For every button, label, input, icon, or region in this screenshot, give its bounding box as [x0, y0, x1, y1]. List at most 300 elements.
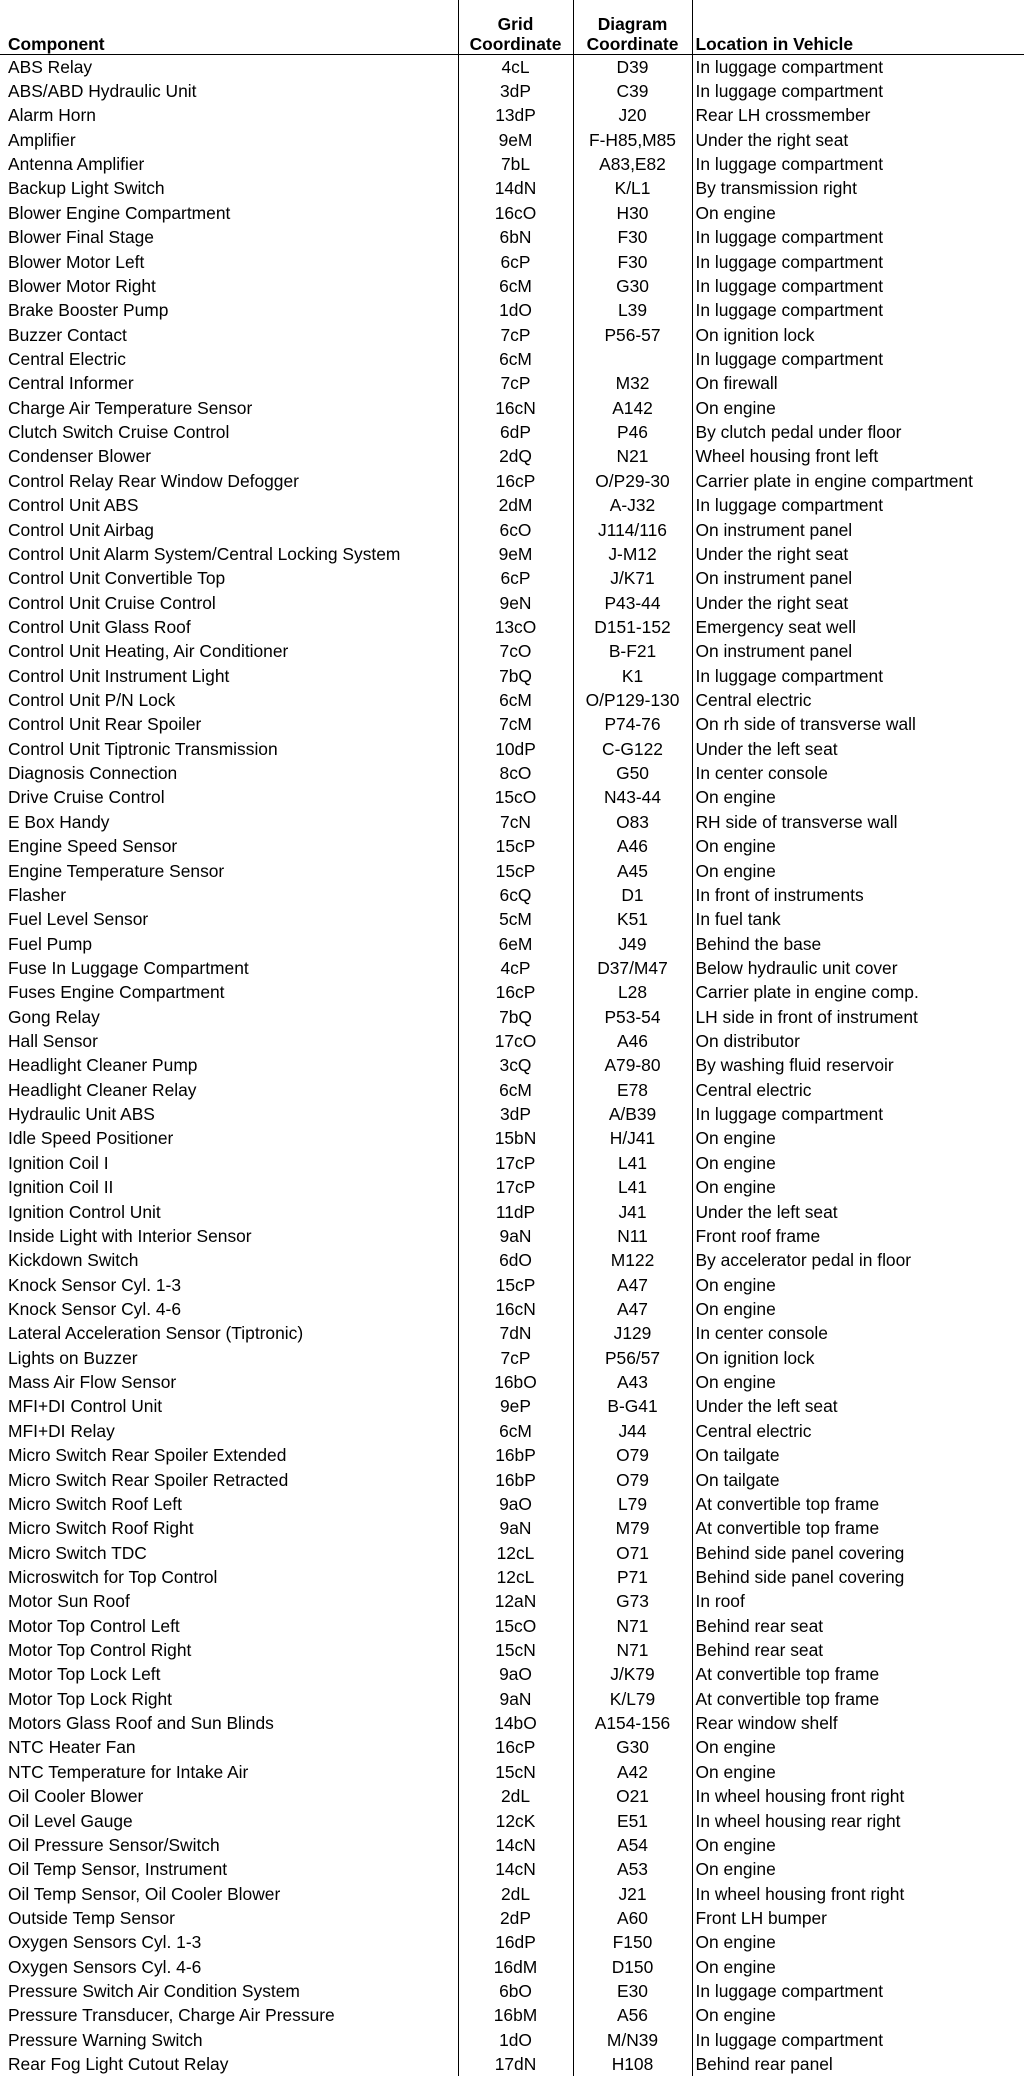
- location-cell: On engine: [692, 1955, 1024, 1979]
- table-row: [0, 639, 1024, 663]
- grid-coordinate-cell: 7bQ: [458, 663, 573, 687]
- table-row: [0, 1711, 1024, 1735]
- table-row: [0, 274, 1024, 298]
- component-cell: ABS/ABD Hydraulic Unit: [8, 81, 197, 102]
- location-cell: Under the left seat: [692, 1199, 1024, 1223]
- grid-coordinate-cell: 5cM: [458, 907, 573, 931]
- grid-coordinate-cell: 15cO: [458, 785, 573, 809]
- component-cell: Amplifier: [8, 129, 76, 150]
- grid-coordinate-cell: 6dO: [458, 1248, 573, 1272]
- diagram-coordinate-cell: C-G122: [573, 737, 692, 761]
- component-cell: Rear Fog Light Cutout Relay: [8, 2054, 229, 2075]
- grid-coordinate-cell: 6cM: [458, 1078, 573, 1102]
- table-row: [0, 1394, 1024, 1418]
- header-diagram-line1: Diagram: [597, 13, 668, 34]
- component-cell: Engine Temperature Sensor: [8, 860, 225, 881]
- diagram-coordinate-cell: A53: [573, 1857, 692, 1881]
- grid-coordinate-cell: 15cO: [458, 1614, 573, 1638]
- diagram-coordinate-cell: M/N39: [573, 2028, 692, 2052]
- location-cell: In luggage compartment: [692, 225, 1024, 249]
- table-row: [0, 1175, 1024, 1199]
- component-cell: Central Electric: [8, 348, 126, 369]
- location-cell: By clutch pedal under floor: [692, 420, 1024, 444]
- table-row: [0, 1833, 1024, 1857]
- grid-coordinate-cell: 6bN: [458, 225, 573, 249]
- component-cell: Lights on Buzzer: [8, 1347, 138, 1368]
- diagram-coordinate-cell: P43-44: [573, 590, 692, 614]
- table-row: [0, 1540, 1024, 1564]
- location-cell: Front LH bumper: [692, 1906, 1024, 1930]
- component-cell: Motor Top Control Left: [8, 1615, 180, 1636]
- grid-coordinate-cell: 2dM: [458, 493, 573, 517]
- component-cell: Ignition Control Unit: [8, 1201, 161, 1222]
- table-row: [0, 761, 1024, 785]
- location-cell: In roof: [692, 1589, 1024, 1613]
- diagram-coordinate-cell: A/B39: [573, 1102, 692, 1126]
- location-cell: On engine: [692, 1272, 1024, 1296]
- table-row: [0, 444, 1024, 468]
- component-cell: Knock Sensor Cyl. 1-3: [8, 1274, 182, 1295]
- component-cell: Micro Switch Roof Right: [8, 1518, 194, 1539]
- diagram-coordinate-cell: O/P29-30: [573, 469, 692, 493]
- location-cell: On engine: [692, 2003, 1024, 2027]
- location-cell: On instrument panel: [692, 517, 1024, 541]
- diagram-coordinate-cell: A47: [573, 1272, 692, 1296]
- diagram-coordinate-cell: J/K71: [573, 566, 692, 590]
- grid-coordinate-cell: 4cL: [458, 54, 573, 79]
- grid-coordinate-cell: 15cN: [458, 1638, 573, 1662]
- location-cell: On engine: [692, 1833, 1024, 1857]
- component-cell: Blower Motor Right: [8, 275, 156, 296]
- location-cell: At convertible top frame: [692, 1516, 1024, 1540]
- table-row: [0, 1735, 1024, 1759]
- location-cell: In center console: [692, 761, 1024, 785]
- grid-coordinate-cell: 16cP: [458, 1735, 573, 1759]
- component-cell: Blower Motor Left: [8, 251, 145, 272]
- diagram-coordinate-cell: B-F21: [573, 639, 692, 663]
- component-cell: Drive Cruise Control: [8, 787, 165, 808]
- component-cell: ABS Relay: [8, 56, 93, 77]
- location-cell: On distributor: [692, 1029, 1024, 1053]
- diagram-coordinate-cell: A46: [573, 1029, 692, 1053]
- component-cell: Blower Final Stage: [8, 227, 154, 248]
- diagram-coordinate-cell: J49: [573, 931, 692, 955]
- location-cell: Under the right seat: [692, 128, 1024, 152]
- diagram-coordinate-cell: M79: [573, 1516, 692, 1540]
- table-row: [0, 785, 1024, 809]
- table-row: [0, 1467, 1024, 1491]
- grid-coordinate-cell: 14bO: [458, 1711, 573, 1735]
- diagram-coordinate-cell: A154-156: [573, 1711, 692, 1735]
- location-cell: On instrument panel: [692, 566, 1024, 590]
- location-cell: On engine: [692, 1370, 1024, 1394]
- diagram-coordinate-cell: L28: [573, 980, 692, 1004]
- table-row: [0, 469, 1024, 493]
- diagram-coordinate-cell: O71: [573, 1540, 692, 1564]
- location-cell: By washing fluid reservoir: [692, 1053, 1024, 1077]
- location-cell: Central electric: [692, 688, 1024, 712]
- diagram-coordinate-cell: J129: [573, 1321, 692, 1345]
- diagram-coordinate-cell: J114/116: [573, 517, 692, 541]
- grid-coordinate-cell: 9eM: [458, 542, 573, 566]
- table-row: [0, 1126, 1024, 1150]
- table-row: [0, 1881, 1024, 1905]
- table-row: [0, 858, 1024, 882]
- grid-coordinate-cell: 9aN: [458, 1687, 573, 1711]
- location-cell: In luggage compartment: [692, 1979, 1024, 2003]
- location-cell: Emergency seat well: [692, 615, 1024, 639]
- grid-coordinate-cell: 14cN: [458, 1857, 573, 1881]
- component-cell: Charge Air Temperature Sensor: [8, 397, 253, 418]
- diagram-coordinate-cell: N71: [573, 1638, 692, 1662]
- location-cell: On tailgate: [692, 1443, 1024, 1467]
- diagram-coordinate-cell: A45: [573, 858, 692, 882]
- header-grid-coordinate: [458, 0, 573, 54]
- diagram-coordinate-cell: K51: [573, 907, 692, 931]
- component-cell: Backup Light Switch: [8, 178, 165, 199]
- diagram-coordinate-cell: D151-152: [573, 615, 692, 639]
- location-cell: On engine: [692, 1735, 1024, 1759]
- component-cell: Idle Speed Positioner: [8, 1128, 174, 1149]
- component-cell: Fuses Engine Compartment: [8, 982, 225, 1003]
- location-cell: Rear LH crossmember: [692, 103, 1024, 127]
- table-row: [0, 1272, 1024, 1296]
- component-cell: Micro Switch Rear Spoiler Retracted: [8, 1469, 289, 1490]
- table-row: [0, 201, 1024, 225]
- diagram-coordinate-cell: L79: [573, 1492, 692, 1516]
- table-row: [0, 1565, 1024, 1589]
- table-row: [0, 1151, 1024, 1175]
- diagram-coordinate-cell: O79: [573, 1443, 692, 1467]
- component-cell: Control Unit Glass Roof: [8, 616, 191, 637]
- grid-coordinate-cell: 2dL: [458, 1881, 573, 1905]
- location-cell: Carrier plate in engine comp.: [692, 980, 1024, 1004]
- component-cell: Oil Temp Sensor, Oil Cooler Blower: [8, 1883, 281, 1904]
- table-row: [0, 810, 1024, 834]
- location-cell: Behind rear seat: [692, 1614, 1024, 1638]
- grid-coordinate-cell: 13dP: [458, 103, 573, 127]
- table-row: [0, 1248, 1024, 1272]
- diagram-coordinate-cell: G30: [573, 1735, 692, 1759]
- grid-coordinate-cell: 7bL: [458, 152, 573, 176]
- location-cell: In luggage compartment: [692, 1102, 1024, 1126]
- table-row: [0, 980, 1024, 1004]
- location-cell: At convertible top frame: [692, 1687, 1024, 1711]
- table-row: [0, 298, 1024, 322]
- component-cell: Control Unit Instrument Light: [8, 665, 230, 686]
- diagram-coordinate-cell: H/J41: [573, 1126, 692, 1150]
- location-cell: On instrument panel: [692, 639, 1024, 663]
- location-cell: Below hydraulic unit cover: [692, 956, 1024, 980]
- location-cell: In luggage compartment: [692, 663, 1024, 687]
- location-cell: On engine: [692, 1175, 1024, 1199]
- grid-coordinate-cell: 16bO: [458, 1370, 573, 1394]
- location-cell: In center console: [692, 1321, 1024, 1345]
- location-cell: Behind rear panel: [692, 2052, 1024, 2076]
- table-row: [0, 615, 1024, 639]
- table-row: [0, 566, 1024, 590]
- location-cell: In luggage compartment: [692, 54, 1024, 79]
- grid-coordinate-cell: 16bM: [458, 2003, 573, 2027]
- diagram-coordinate-cell: L41: [573, 1175, 692, 1199]
- component-cell: Clutch Switch Cruise Control: [8, 422, 230, 443]
- grid-coordinate-cell: 17cP: [458, 1175, 573, 1199]
- location-cell: On ignition lock: [692, 1346, 1024, 1370]
- diagram-coordinate-cell: J/K79: [573, 1662, 692, 1686]
- table-row: [0, 2003, 1024, 2027]
- component-cell: Oxygen Sensors Cyl. 4-6: [8, 1956, 202, 1977]
- diagram-coordinate-cell: A56: [573, 2003, 692, 2027]
- location-cell: In wheel housing front right: [692, 1881, 1024, 1905]
- grid-coordinate-cell: 16dM: [458, 1955, 573, 1979]
- component-cell: Flasher: [8, 884, 66, 905]
- location-cell: By transmission right: [692, 176, 1024, 200]
- table-row: [0, 103, 1024, 127]
- location-cell: RH side of transverse wall: [692, 810, 1024, 834]
- diagram-coordinate-cell: J44: [573, 1419, 692, 1443]
- location-cell: In luggage compartment: [692, 249, 1024, 273]
- component-cell: Oil Level Gauge: [8, 1810, 133, 1831]
- grid-coordinate-cell: 16bP: [458, 1443, 573, 1467]
- table-row: [0, 420, 1024, 444]
- table-row: [0, 1638, 1024, 1662]
- table-row: [0, 371, 1024, 395]
- component-cell: Micro Switch Rear Spoiler Extended: [8, 1445, 287, 1466]
- location-cell: On engine: [692, 1930, 1024, 1954]
- header-location: Location in Vehicle: [692, 0, 1024, 54]
- diagram-coordinate-cell: F-H85,M85: [573, 128, 692, 152]
- location-cell: At convertible top frame: [692, 1662, 1024, 1686]
- diagram-coordinate-cell: D150: [573, 1955, 692, 1979]
- component-cell: NTC Temperature for Intake Air: [8, 1761, 249, 1782]
- location-cell: Carrier plate in engine compartment: [692, 469, 1024, 493]
- table-row: [0, 1102, 1024, 1126]
- table-row: [0, 883, 1024, 907]
- grid-coordinate-cell: 12cL: [458, 1540, 573, 1564]
- grid-coordinate-cell: 4cP: [458, 956, 573, 980]
- table-row: [0, 542, 1024, 566]
- grid-coordinate-cell: 15cP: [458, 1272, 573, 1296]
- grid-coordinate-cell: 9eN: [458, 590, 573, 614]
- grid-coordinate-cell: 6cM: [458, 347, 573, 371]
- diagram-coordinate-cell: A-J32: [573, 493, 692, 517]
- grid-coordinate-cell: 7cP: [458, 371, 573, 395]
- grid-coordinate-cell: 10dP: [458, 737, 573, 761]
- location-cell: In fuel tank: [692, 907, 1024, 931]
- table-row: [0, 1614, 1024, 1638]
- component-cell: Control Unit Airbag: [8, 519, 154, 540]
- diagram-coordinate-cell: P56/57: [573, 1346, 692, 1370]
- location-cell: In luggage compartment: [692, 2028, 1024, 2052]
- table-row: [0, 1078, 1024, 1102]
- component-cell: Oil Cooler Blower: [8, 1786, 144, 1807]
- location-cell: On rh side of transverse wall: [692, 712, 1024, 736]
- location-cell: In luggage compartment: [692, 274, 1024, 298]
- diagram-coordinate-cell: N43-44: [573, 785, 692, 809]
- location-cell: On engine: [692, 1760, 1024, 1784]
- component-cell: Control Unit Cruise Control: [8, 592, 216, 613]
- diagram-coordinate-cell: A142: [573, 396, 692, 420]
- grid-coordinate-cell: 7cM: [458, 712, 573, 736]
- grid-coordinate-cell: 15cP: [458, 858, 573, 882]
- component-cell: Gong Relay: [8, 1006, 100, 1027]
- grid-coordinate-cell: 2dL: [458, 1784, 573, 1808]
- diagram-coordinate-cell: F30: [573, 249, 692, 273]
- table-row: [0, 931, 1024, 955]
- component-cell: Mass Air Flow Sensor: [8, 1372, 177, 1393]
- location-cell: In front of instruments: [692, 883, 1024, 907]
- grid-coordinate-cell: 9eP: [458, 1394, 573, 1418]
- table-row: [0, 834, 1024, 858]
- header-diagram-coordinate: [573, 0, 692, 54]
- grid-coordinate-cell: 16bP: [458, 1467, 573, 1491]
- component-cell: Buzzer Contact: [8, 324, 127, 345]
- diagram-coordinate-cell: G73: [573, 1589, 692, 1613]
- diagram-coordinate-cell: P53-54: [573, 1005, 692, 1029]
- location-cell: In luggage compartment: [692, 493, 1024, 517]
- location-cell: At convertible top frame: [692, 1492, 1024, 1516]
- table-row: [0, 1955, 1024, 1979]
- table-row: [0, 225, 1024, 249]
- component-cell: MFI+DI Control Unit: [8, 1396, 163, 1417]
- grid-coordinate-cell: 1dO: [458, 298, 573, 322]
- component-cell: Pressure Switch Air Condition System: [8, 1981, 300, 2002]
- component-cell: Micro Switch TDC: [8, 1542, 147, 1563]
- table-row: [0, 1808, 1024, 1832]
- grid-coordinate-cell: 2dP: [458, 1906, 573, 1930]
- diagram-coordinate-cell: A47: [573, 1297, 692, 1321]
- grid-coordinate-cell: 12cL: [458, 1565, 573, 1589]
- table-row: [0, 663, 1024, 687]
- component-cell: Microswitch for Top Control: [8, 1566, 218, 1587]
- diagram-coordinate-cell: N71: [573, 1614, 692, 1638]
- location-cell: In luggage compartment: [692, 298, 1024, 322]
- grid-coordinate-cell: 17cP: [458, 1151, 573, 1175]
- table-row: [0, 712, 1024, 736]
- location-cell: Under the left seat: [692, 737, 1024, 761]
- diagram-coordinate-cell: L41: [573, 1151, 692, 1175]
- table-row: [0, 1321, 1024, 1345]
- grid-coordinate-cell: 14dN: [458, 176, 573, 200]
- component-cell: Control Unit Tiptronic Transmission: [8, 738, 278, 759]
- table-row: [0, 79, 1024, 103]
- grid-coordinate-cell: 7cN: [458, 810, 573, 834]
- header-grid-line1: Grid: [497, 13, 534, 34]
- table-row: [0, 1930, 1024, 1954]
- diagram-coordinate-cell: M122: [573, 1248, 692, 1272]
- grid-coordinate-cell: 17cO: [458, 1029, 573, 1053]
- component-cell: Diagnosis Connection: [8, 763, 178, 784]
- component-cell: Inside Light with Interior Sensor: [8, 1225, 252, 1246]
- grid-coordinate-cell: 16cP: [458, 980, 573, 1004]
- component-cell: Ignition Coil I: [8, 1152, 109, 1173]
- table-row: [0, 1370, 1024, 1394]
- grid-coordinate-cell: 12cK: [458, 1808, 573, 1832]
- location-cell: Central electric: [692, 1078, 1024, 1102]
- diagram-coordinate-cell: N21: [573, 444, 692, 468]
- table-row: [0, 176, 1024, 200]
- component-cell: Control Unit Alarm System/Central Locking System: [8, 543, 401, 564]
- diagram-coordinate-cell: N11: [573, 1224, 692, 1248]
- component-cell: Blower Engine Compartment: [8, 202, 231, 223]
- grid-coordinate-cell: 2dQ: [458, 444, 573, 468]
- grid-coordinate-cell: 16cP: [458, 469, 573, 493]
- grid-coordinate-cell: 9aO: [458, 1662, 573, 1686]
- component-cell: Control Unit Heating, Air Conditioner: [8, 641, 289, 662]
- diagram-coordinate-cell: G50: [573, 761, 692, 785]
- grid-coordinate-cell: 3dP: [458, 79, 573, 103]
- grid-coordinate-cell: 9eM: [458, 128, 573, 152]
- component-cell: Fuel Pump: [8, 933, 93, 954]
- component-cell: Condenser Blower: [8, 446, 152, 467]
- grid-coordinate-cell: 12aN: [458, 1589, 573, 1613]
- table-row: [0, 54, 1024, 79]
- location-cell: On engine: [692, 858, 1024, 882]
- diagram-coordinate-cell: O/P129-130: [573, 688, 692, 712]
- component-cell: Fuel Level Sensor: [8, 909, 149, 930]
- component-cell: Control Unit P/N Lock: [8, 690, 176, 711]
- component-cell: Control Relay Rear Window Defogger: [8, 470, 299, 491]
- location-cell: Wheel housing front left: [692, 444, 1024, 468]
- table-row: [0, 396, 1024, 420]
- table-row: [0, 1492, 1024, 1516]
- component-cell: Kickdown Switch: [8, 1250, 139, 1271]
- header-diagram-line2: Coordinate: [586, 33, 679, 54]
- component-cell: E Box Handy: [8, 811, 110, 832]
- table-row: [0, 907, 1024, 931]
- diagram-coordinate-cell: A42: [573, 1760, 692, 1784]
- location-cell: On engine: [692, 201, 1024, 225]
- location-cell: Under the right seat: [692, 542, 1024, 566]
- table-row: [0, 1005, 1024, 1029]
- table-row: [0, 1687, 1024, 1711]
- diagram-coordinate-cell: E78: [573, 1078, 692, 1102]
- header-grid-line2: Coordinate: [469, 33, 562, 54]
- table-row: [0, 1419, 1024, 1443]
- diagram-coordinate-cell: J21: [573, 1881, 692, 1905]
- component-cell: Oil Temp Sensor, Instrument: [8, 1859, 228, 1880]
- component-cell: Knock Sensor Cyl. 4-6: [8, 1299, 182, 1319]
- table-row: [0, 956, 1024, 980]
- table-row: [0, 1297, 1024, 1321]
- location-cell: On tailgate: [692, 1467, 1024, 1491]
- table-row: [0, 1857, 1024, 1881]
- grid-coordinate-cell: 6eM: [458, 931, 573, 955]
- diagram-coordinate-cell: K/L79: [573, 1687, 692, 1711]
- table-row: [0, 1589, 1024, 1613]
- diagram-coordinate-cell: D39: [573, 54, 692, 79]
- component-cell: Oil Pressure Sensor/Switch: [8, 1834, 220, 1855]
- grid-coordinate-cell: 3dP: [458, 1102, 573, 1126]
- diagram-coordinate-cell: G30: [573, 274, 692, 298]
- component-cell: Hydraulic Unit ABS: [8, 1104, 155, 1125]
- location-cell: Central electric: [692, 1419, 1024, 1443]
- table-row: [0, 1029, 1024, 1053]
- grid-coordinate-cell: 13cO: [458, 615, 573, 639]
- diagram-coordinate-cell: H108: [573, 2052, 692, 2076]
- grid-coordinate-cell: 6cM: [458, 1419, 573, 1443]
- location-cell: In wheel housing front right: [692, 1784, 1024, 1808]
- table-row: [0, 249, 1024, 273]
- component-cell: Alarm Horn: [8, 105, 96, 126]
- grid-coordinate-cell: 9aN: [458, 1516, 573, 1540]
- table-row: [0, 1516, 1024, 1540]
- location-cell: In luggage compartment: [692, 152, 1024, 176]
- grid-coordinate-cell: 6dP: [458, 420, 573, 444]
- grid-coordinate-cell: 15cN: [458, 1760, 573, 1784]
- diagram-coordinate-cell: A79-80: [573, 1053, 692, 1077]
- location-cell: In wheel housing rear right: [692, 1808, 1024, 1832]
